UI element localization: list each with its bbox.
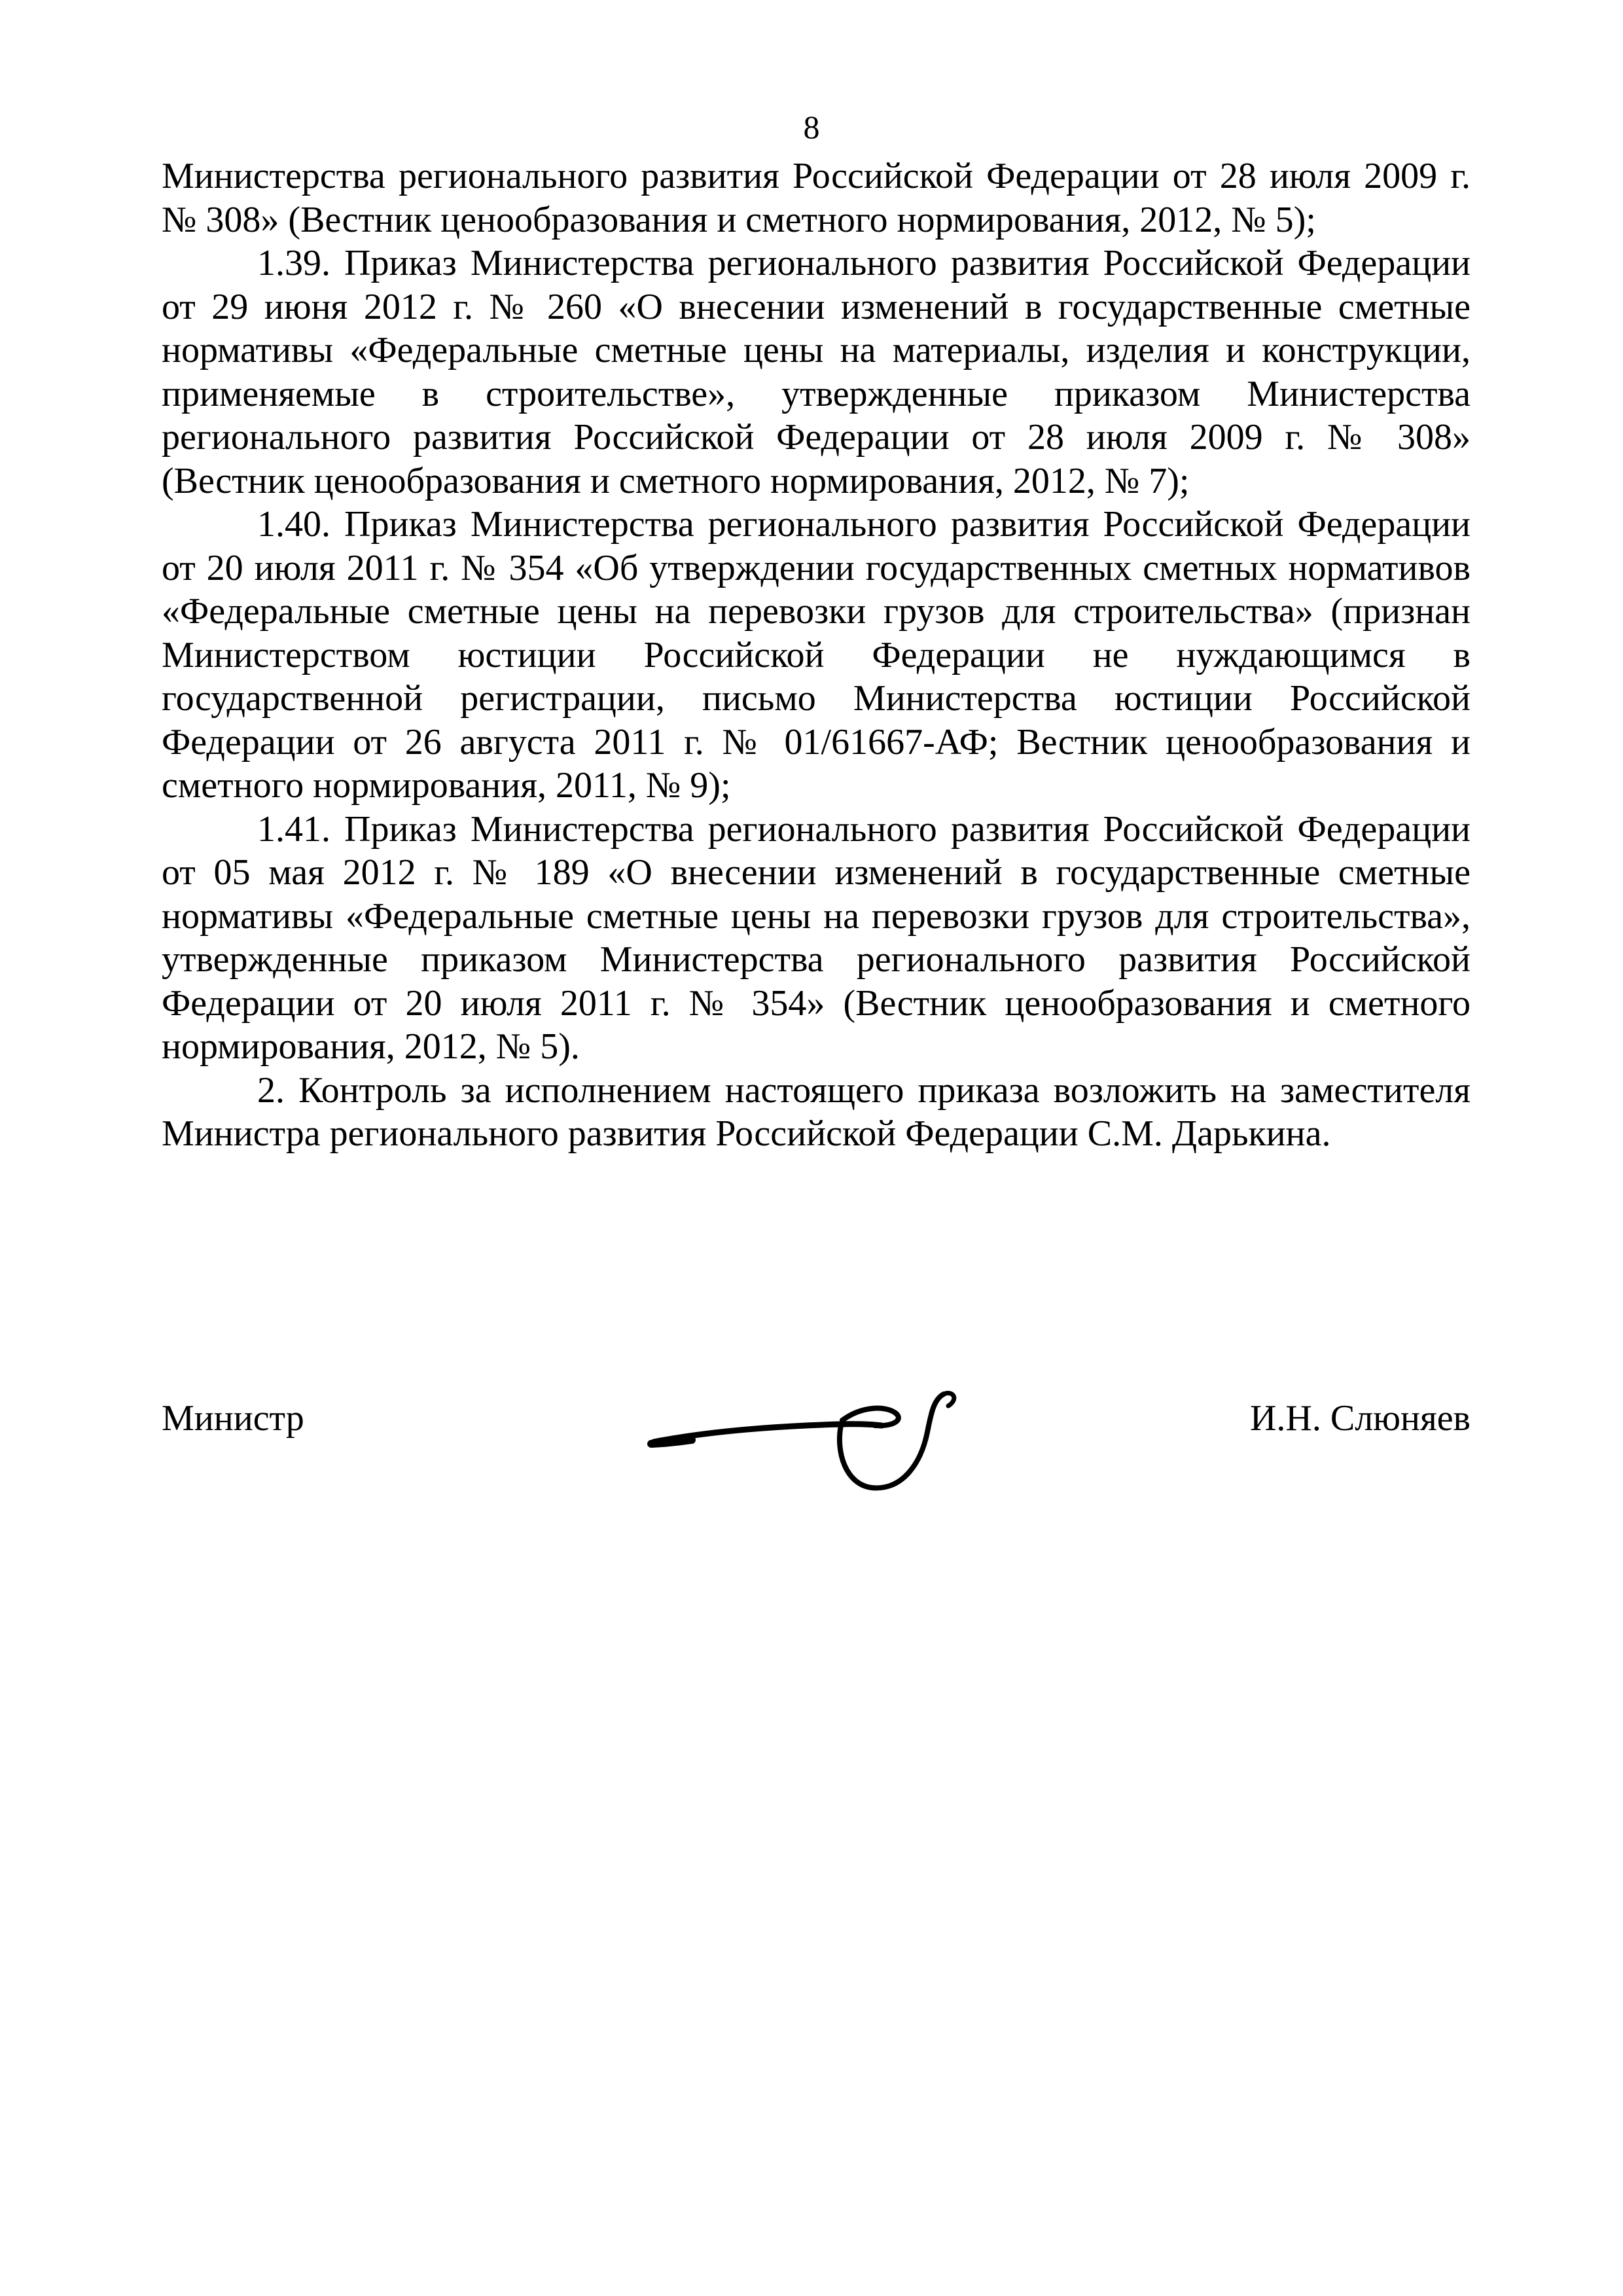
page-number: 8 — [803, 109, 820, 145]
paragraph-item-1-41: 1.41. Приказ Министерства регионального развития Российской Федерации от 05 мая 2012 г. № 189 «О внесении изменений в государственные сметные нормативы «Федеральные сметные цены на перевозки грузов для строительства», утвержденные приказом Министерства регионального развития Российской Федерации от 20 июля 2011 г. № 354» (Вестник ценообразования и сметного нормирования, 2012, № 5). — [162, 808, 1471, 1067]
document-body — [162, 154, 1471, 1156]
handwritten-signature-icon — [646, 1380, 986, 1504]
signature-block — [162, 1380, 1471, 1511]
signatory-name: И.Н. Слюняев — [1249, 1398, 1471, 1439]
signatory-title: Министр — [162, 1398, 304, 1439]
paragraph-item-1-39: 1.39. Приказ Министерства регионального развития Российской Федерации от 29 июня 2012 г. № 260 «О внесении изменений в государственные сметные нормативы «Федеральные сметные цены на материалы, изделия и конструкции, применяемые в строительстве», утвержденные приказом Министерства регионального развития Российской Федерации от 28 июля 2009 г. № 308» (Вестник ценообразования и сметного нормирования, 2012, № 7); — [162, 243, 1471, 501]
paragraph-continuation: Министерства регионального развития Российской Федерации от 28 июля 2009 г. № 308» (Вестник ценообразования и сметного нормирования, 2012, № 5); — [162, 156, 1471, 240]
paragraph-item-2: 2. Контроль за исполнением настоящего приказа возложить на заместителя Министра регионального развития Российской Федерации С.М. Дарькина. — [162, 1069, 1471, 1154]
paragraph-item-1-40: 1.40. Приказ Министерства регионального развития Российской Федерации от 20 июля 2011 г. № 354 «Об утверждении государственных сметных нормативов «Федеральные сметные цены на перевозки грузов для строительства» (признан Министерством юстиции Российской Федерации не нуждающимся в государственной регистрации, письмо Министерства юстиции Российской Федерации от 26 августа 2011 г. № 01/61667-АФ; Вестник ценообразования и сметного нормирования, 2011, № 9); — [162, 504, 1471, 806]
